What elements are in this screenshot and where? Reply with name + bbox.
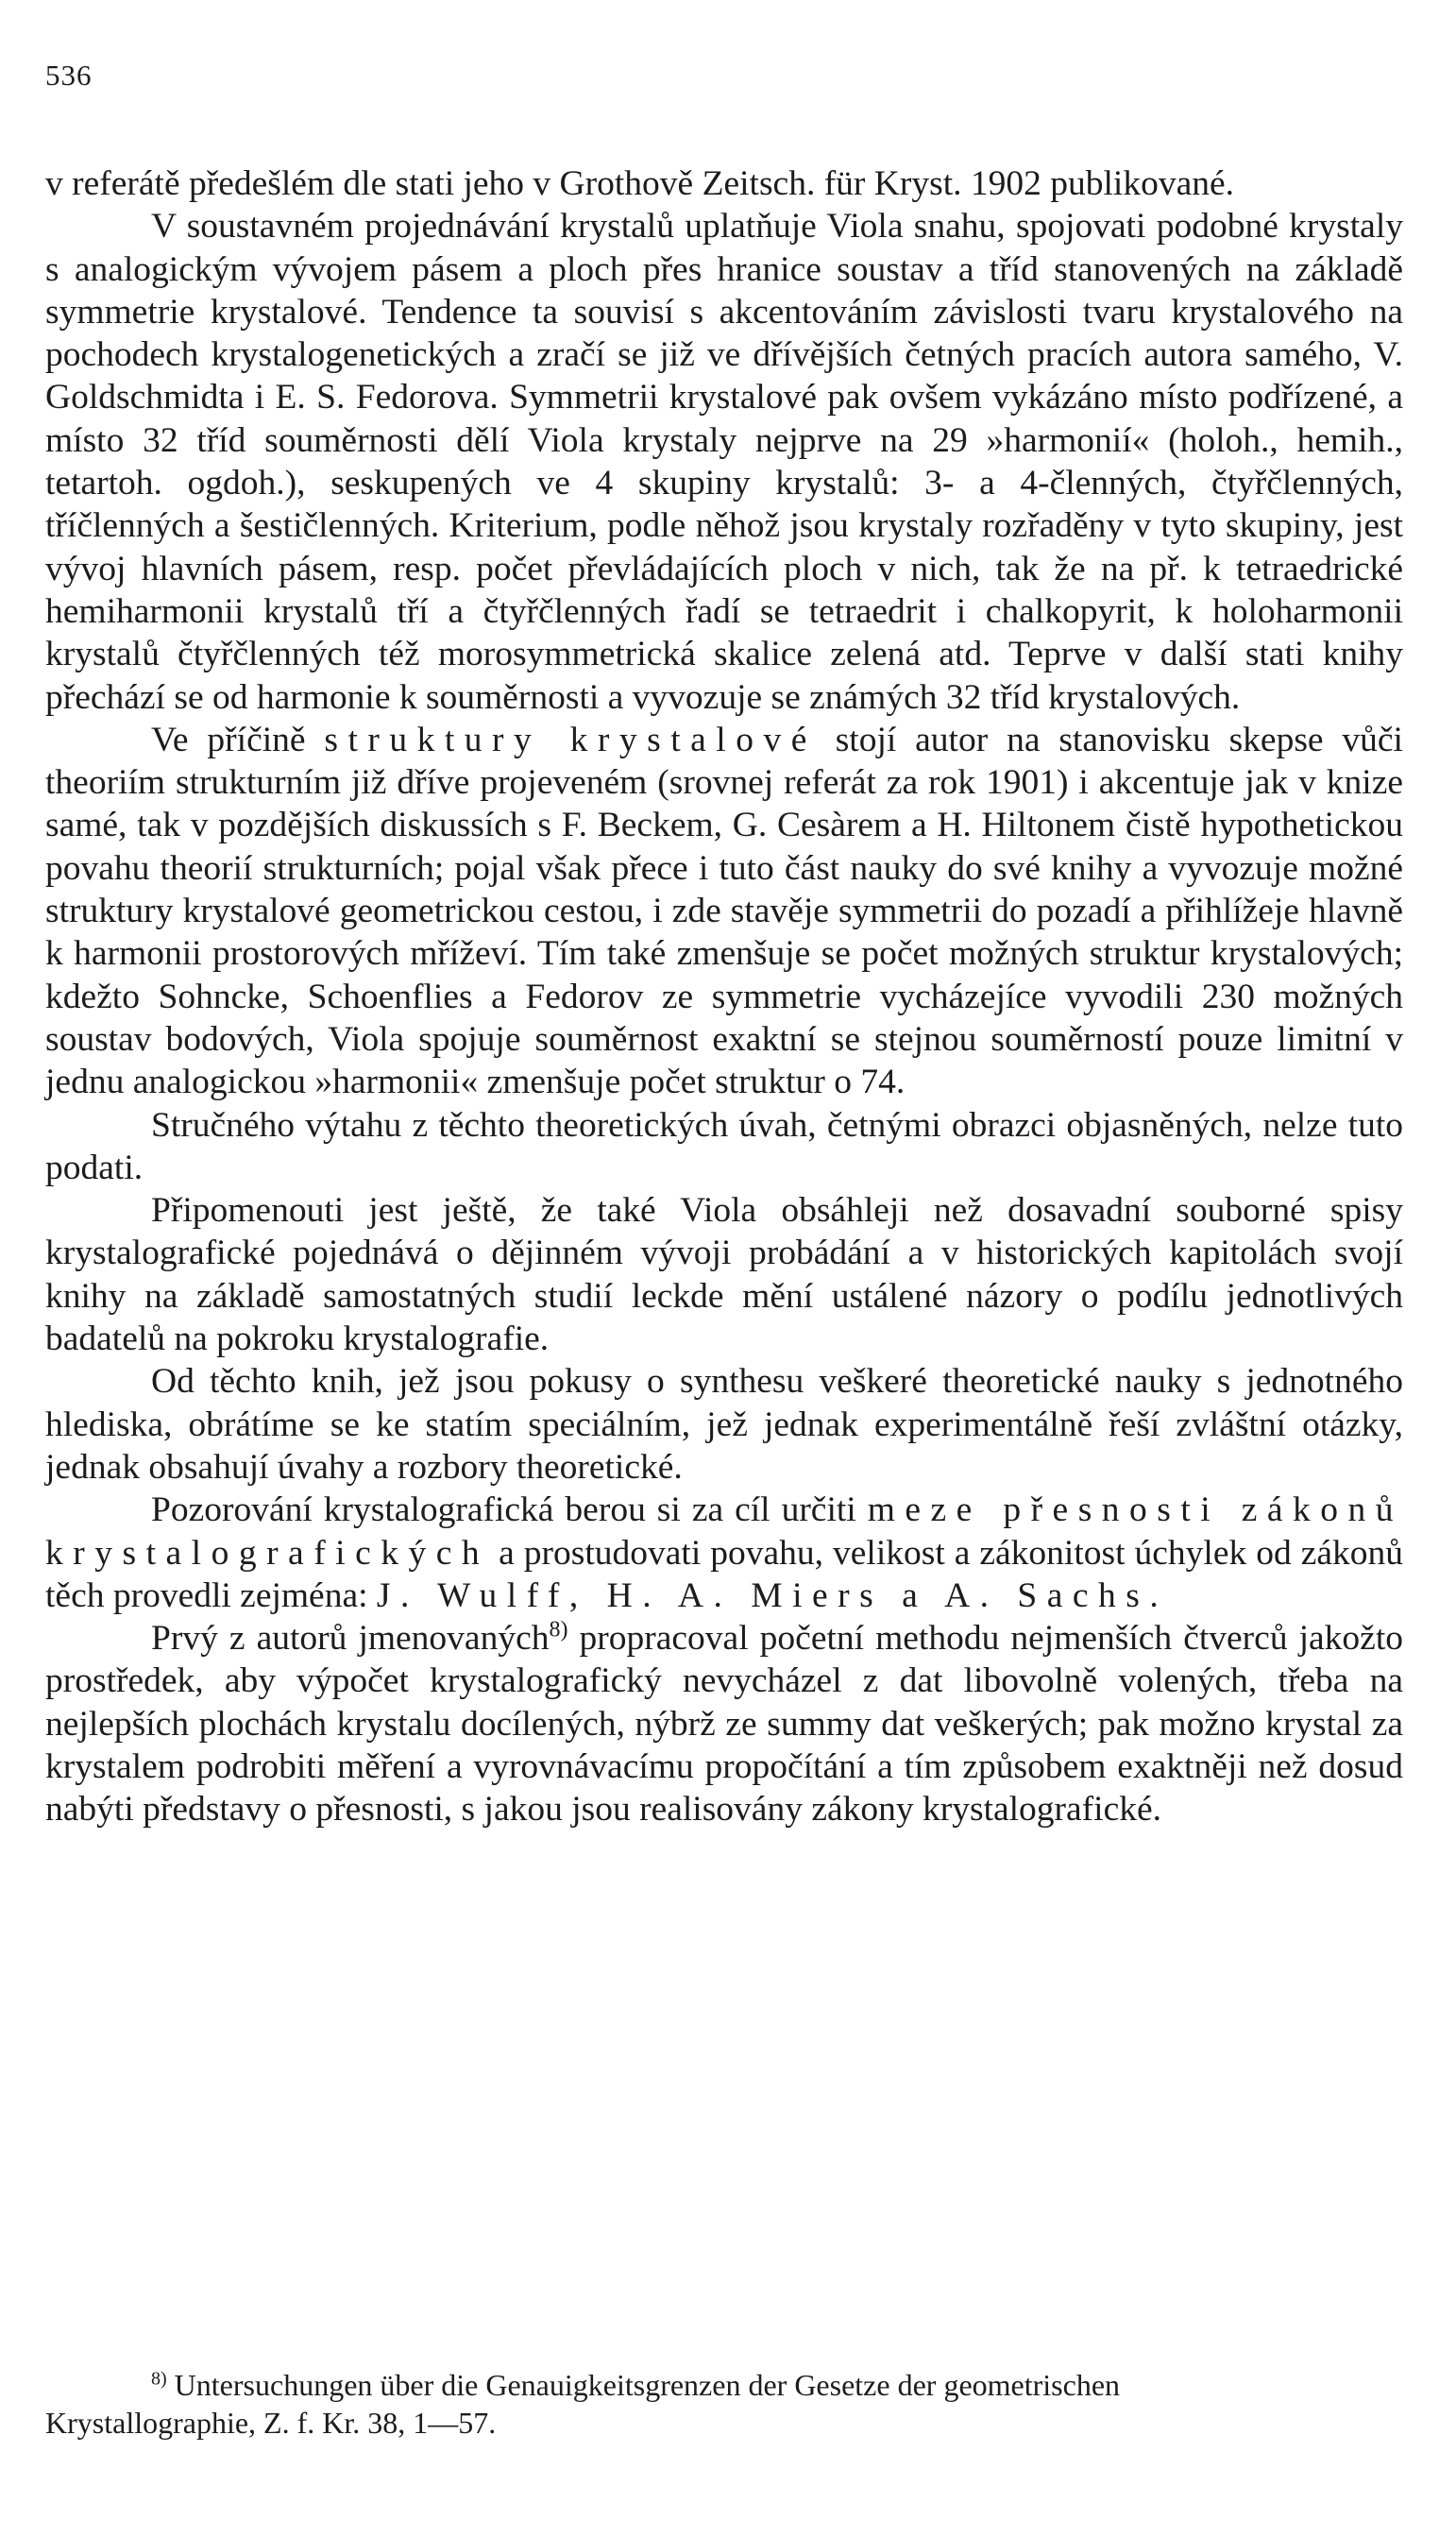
emphasized-term-precision-limits: meze přesnosti zákonů krystalografických: [45, 1490, 1404, 1573]
paragraph-7: [45, 1489, 1403, 1617]
emphasized-author-names: J. Wulff, H. A. Miers a A. Sachs: [376, 1575, 1150, 1615]
page-number: 536: [45, 59, 93, 92]
article-body: [45, 162, 1403, 1831]
paragraph-6: Od těchto knih, jež jsou pokusy o synthesu veškeré theoretické nauky s jednotného hlediska, obrátíme se ke statím speciálním, jež jednak experimentálně řeší zvláštní otázky, jednak obsahují úvahy a rozbory theoretické.: [45, 1362, 1403, 1487]
paragraph-3-text-start: Ve příčině: [151, 720, 325, 759]
paragraph-1: v referátě předešlém dle stati jeho v Grothově Zeitsch. für Kryst. 1902 publikované.: [45, 164, 1234, 203]
footnote-text-1: Untersuchungen über die Genauigkeitsgrenzen der Gesetze der geometrischen: [174, 2368, 1121, 2402]
footnote: [45, 2366, 1403, 2442]
paragraph-7-text-middle: a prostudovati povahu, velikost a zákonitost úchylek od zákonů těch provedli zejména:: [45, 1533, 1403, 1615]
footnote-reference: 8): [549, 1617, 568, 1643]
emphasized-term-crystal-structure: struktury krystalové: [324, 720, 817, 759]
paragraph-8: [45, 1617, 1403, 1830]
footnote-line-1: [45, 2366, 1403, 2404]
paragraph-5: Připomenouti jest ještě, že také Viola obsáhleji než dosavadní souborné spisy krystalografické pojednává o dějinném vývoji probádání a v historických kapitolách svojí knihy na základě samostatných studií leckde mění ustálené názory o podílu jednotlivých badatelů na pokroku krystalografie.: [45, 1191, 1403, 1359]
paragraph-3-text-end: stojí autor na stanovisku skepse vůči theoriím strukturním již dříve projeveném (srovnej referát za rok 1901) i akcentuje jak v knize samé, tak v pozdějších diskussích s F. Beckem, G. Cesàrem a H. Hiltonem čistě hypothetickou povahu theorií strukturních; pojal však přece i tuto část nauky do své knihy a vyvozuje možné struktury krystalové geometrickou cestou, i zde stavěje symmetrii do pozadí a přihlížeje hlavně k harmonii prostorových mříževí. Tím také zmenšuje se počet možných struktur krystalových; kdežto Sohncke, Schoenflies a Fedorov ze symmetrie vycházejíce vyvodili 230 možných soustav bodových, Viola spojuje souměrnost exaktní se stejnou souměrností pouze limitní v jednu analogickou »harmonii« zmenšuje počet struktur o 74.: [45, 720, 1403, 1102]
paragraph-4: Stručného výtahu z těchto theoretických úvah, četnými obrazci objasněných, nelze tuto podati.: [45, 1105, 1403, 1187]
paragraph-3: [45, 719, 1403, 1104]
paragraph-8-text-end: propracoval početní methodu nejmenších čtverců jakožto prostředek, aby výpočet krystalografický nevycházel z dat libovolně volených, třeba na nejlepších plochách krystalu docílených, nýbrž ze summy dat veškerých; pak možno krystal za krystalem podrobiti měření a vyrovnávacímu propočítání a tím způsobem exaktněji než dosud nabýti představy o přesnosti, s jakou jsou realisovány zákony krystalografické.: [45, 1619, 1404, 1830]
paragraph-2: V soustavném projednávání krystalů uplatňuje Viola snahu, spojovati podobné krystaly s analogickým vývojem pásem a ploch přes hranice soustav a tříd stanovených na základě symmetrie krystalové. Tendence ta souvisí s akcentováním závislosti tvaru krystalového na pochodech krystalogenetických a zračí se již ve dřívějších četných pracích autora samého, V. Goldschmidta i E. S. Fedorova. Symmetrii krystalové pak ovšem vykázáno místo podřízené, a místo 32 tříd souměrnosti dělí Viola krystaly nejprve na 29 »harmonií« (holoh., hemih., tetartoh. ogdoh.), seskupených ve 4 skupiny krystalů: 3- a 4-členných, čtyřčlenných, tříčlenných a šestičlenných. Kriterium, podle něhož jsou krystaly rozřaděny v tyto skupiny, jest vývoj hlavních pásem, resp. počet převládajících ploch v nich, tak že na př. k tetraedrické hemiharmonii krystalů tří a čtyřčlenných řadí se tetraedrit i chalkopyrit, k holoharmonii krystalů čtyřčlenných též morosymmetrická skalice zelená atd. Teprve v další stati knihy přechází se od harmonie k souměrnosti a vyvozuje se známých 32 tříd krystalových.: [45, 207, 1403, 717]
paragraph-7-text-end: .: [1149, 1575, 1159, 1615]
paragraph-7-text-start: Pozorování krystalografická berou si za cíl určiti: [151, 1490, 868, 1530]
footnote-line-2: Krystallographie, Z. f. Kr. 38, 1—57.: [45, 2406, 497, 2440]
footnote-mark: 8): [151, 2368, 167, 2390]
paragraph-8-text-start: Prvý z autorů jmenovaných: [151, 1619, 550, 1659]
